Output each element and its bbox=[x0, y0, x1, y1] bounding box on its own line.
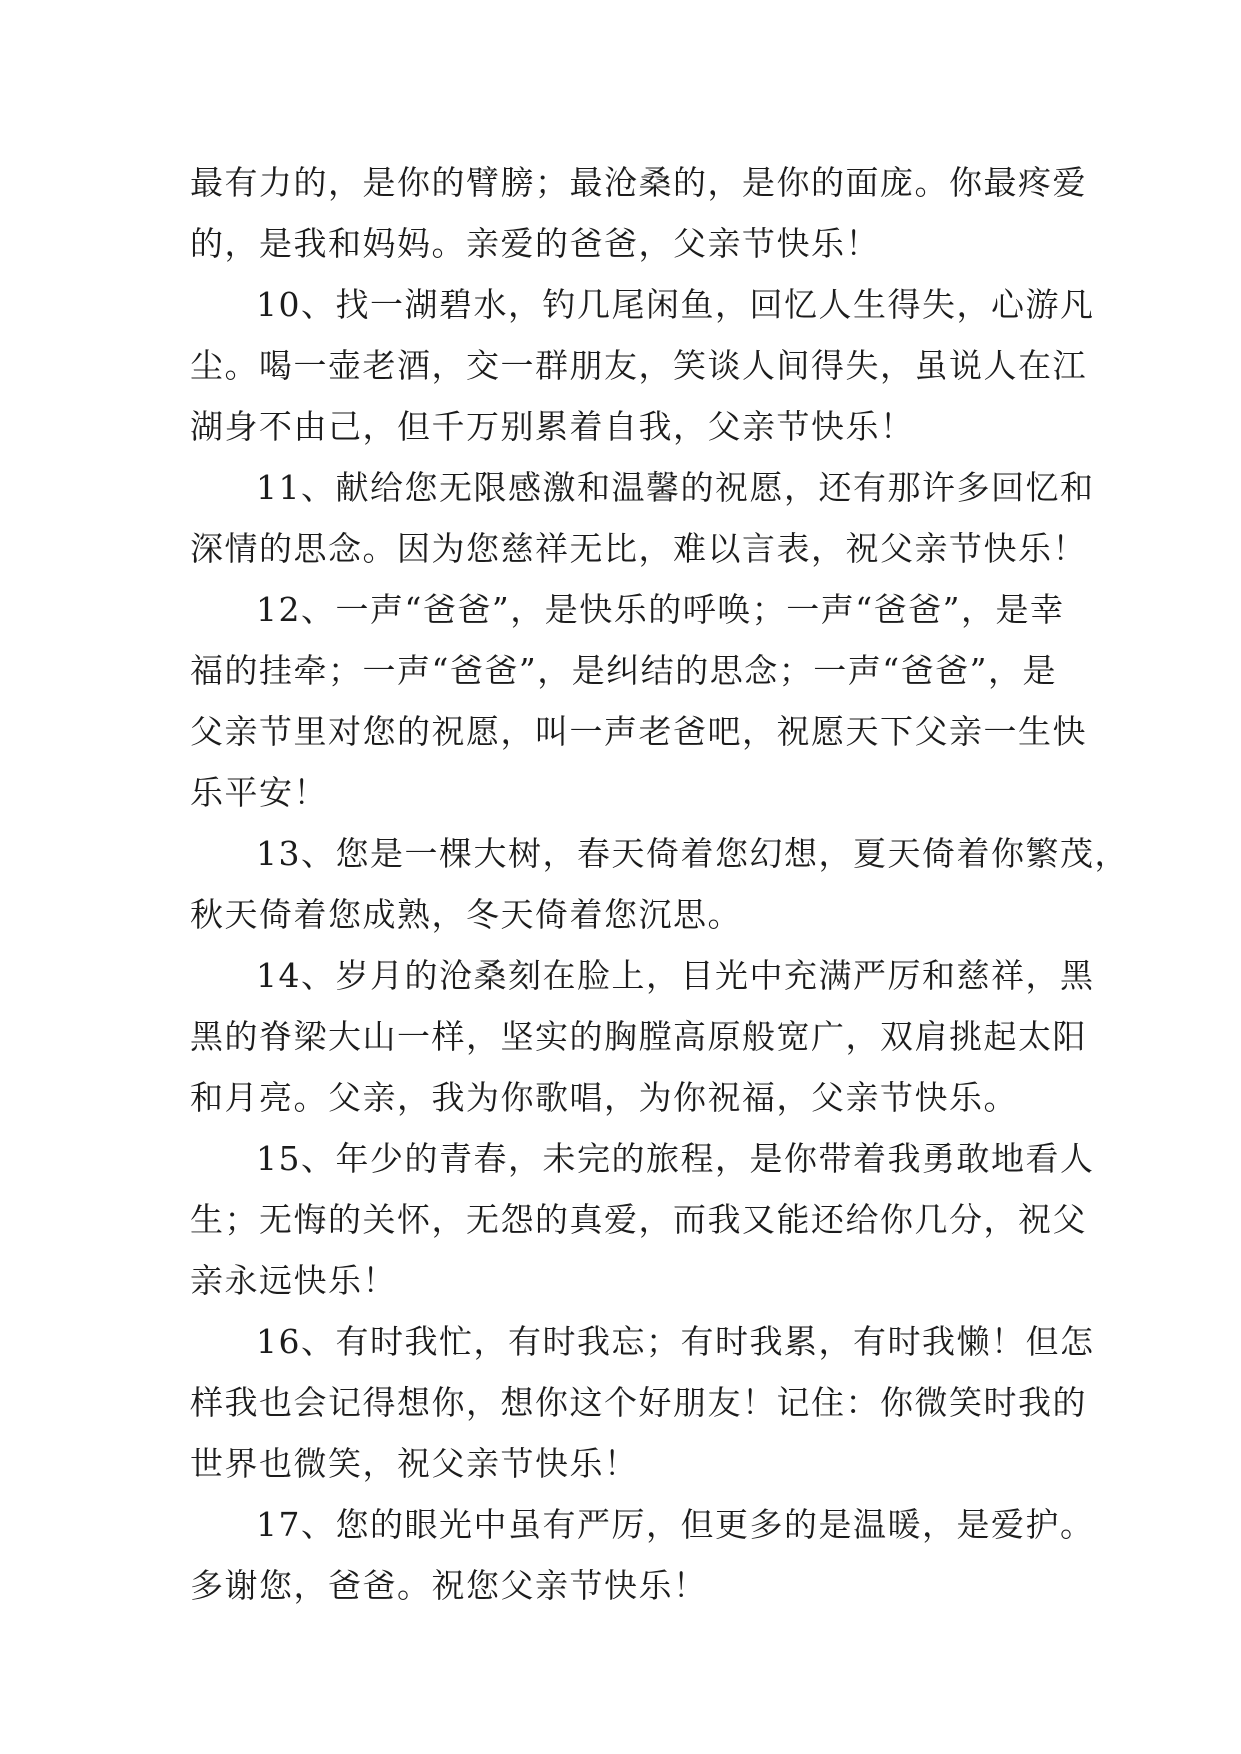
text-line: 乐平安！ bbox=[190, 773, 328, 812]
paragraph-10 bbox=[190, 274, 1095, 457]
text-line: 13、您是一棵大树，春天倚着您幻想，夏天倚着你繁茂， bbox=[256, 834, 1129, 873]
text-line: 15、年少的青春，未完的旅程，是你带着我勇敢地看人 bbox=[256, 1139, 1095, 1178]
text-line: 黑的脊梁大山一样，坚实的胸膛高原般宽广，双肩挑起太阳 bbox=[190, 1017, 1087, 1056]
text-line: 深情的思念。因为您慈祥无比，难以言表，祝父亲节快乐！ bbox=[190, 529, 1087, 568]
paragraph-14 bbox=[190, 945, 1095, 1128]
paragraph-15 bbox=[190, 1128, 1095, 1311]
text-line: 生；无悔的关怀，无怨的真爱，而我又能还给你几分，祝父 bbox=[190, 1200, 1087, 1239]
document-body bbox=[190, 152, 1129, 1616]
text-line: 的，是我和妈妈。亲爱的爸爸，父亲节快乐！ bbox=[190, 224, 880, 263]
text-line: 10、找一湖碧水，钓几尾闲鱼，回忆人生得失，心游凡 bbox=[256, 285, 1095, 324]
paragraph-13 bbox=[190, 823, 1129, 945]
paragraph-16 bbox=[190, 1311, 1095, 1494]
paragraph-12 bbox=[190, 579, 1087, 823]
text-line: 和月亮。父亲，我为你歌唱，为你祝福，父亲节快乐。 bbox=[190, 1078, 1018, 1117]
paragraph-17 bbox=[190, 1494, 1095, 1616]
paragraph-11 bbox=[190, 457, 1095, 579]
text-line: 多谢您，爸爸。祝您父亲节快乐！ bbox=[190, 1566, 708, 1605]
text-line: 福的挂牵；一声“爸爸”，是纠结的思念；一声“爸爸”，是 bbox=[190, 651, 1057, 690]
text-line: 世界也微笑，祝父亲节快乐！ bbox=[190, 1444, 639, 1483]
text-line: 尘。喝一壶老酒，交一群朋友，笑谈人间得失，虽说人在江 bbox=[190, 346, 1087, 385]
text-line: 12、一声“爸爸”，是快乐的呼唤；一声“爸爸”，是幸 bbox=[256, 590, 1065, 629]
paragraph-continuation bbox=[190, 152, 1087, 274]
text-line: 17、您的眼光中虽有严厉，但更多的是温暖，是爱护。 bbox=[256, 1505, 1095, 1544]
text-line: 16、有时我忙，有时我忘；有时我累，有时我懒！但怎 bbox=[256, 1322, 1095, 1361]
text-line: 秋天倚着您成熟，冬天倚着您沉思。 bbox=[190, 895, 742, 934]
text-line: 父亲节里对您的祝愿，叫一声老爸吧，祝愿天下父亲一生快 bbox=[190, 712, 1087, 751]
text-line: 样我也会记得想你，想你这个好朋友！记住：你微笑时我的 bbox=[190, 1383, 1087, 1422]
text-line: 最有力的，是你的臂膀；最沧桑的，是你的面庞。你最疼爱 bbox=[190, 163, 1087, 202]
text-line: 11、献给您无限感激和温馨的祝愿，还有那许多回忆和 bbox=[256, 468, 1095, 507]
text-line: 亲永远快乐！ bbox=[190, 1261, 397, 1300]
text-line: 14、岁月的沧桑刻在脸上，目光中充满严厉和慈祥，黑 bbox=[256, 956, 1095, 995]
text-line: 湖身不由己，但千万别累着自我，父亲节快乐！ bbox=[190, 407, 915, 446]
